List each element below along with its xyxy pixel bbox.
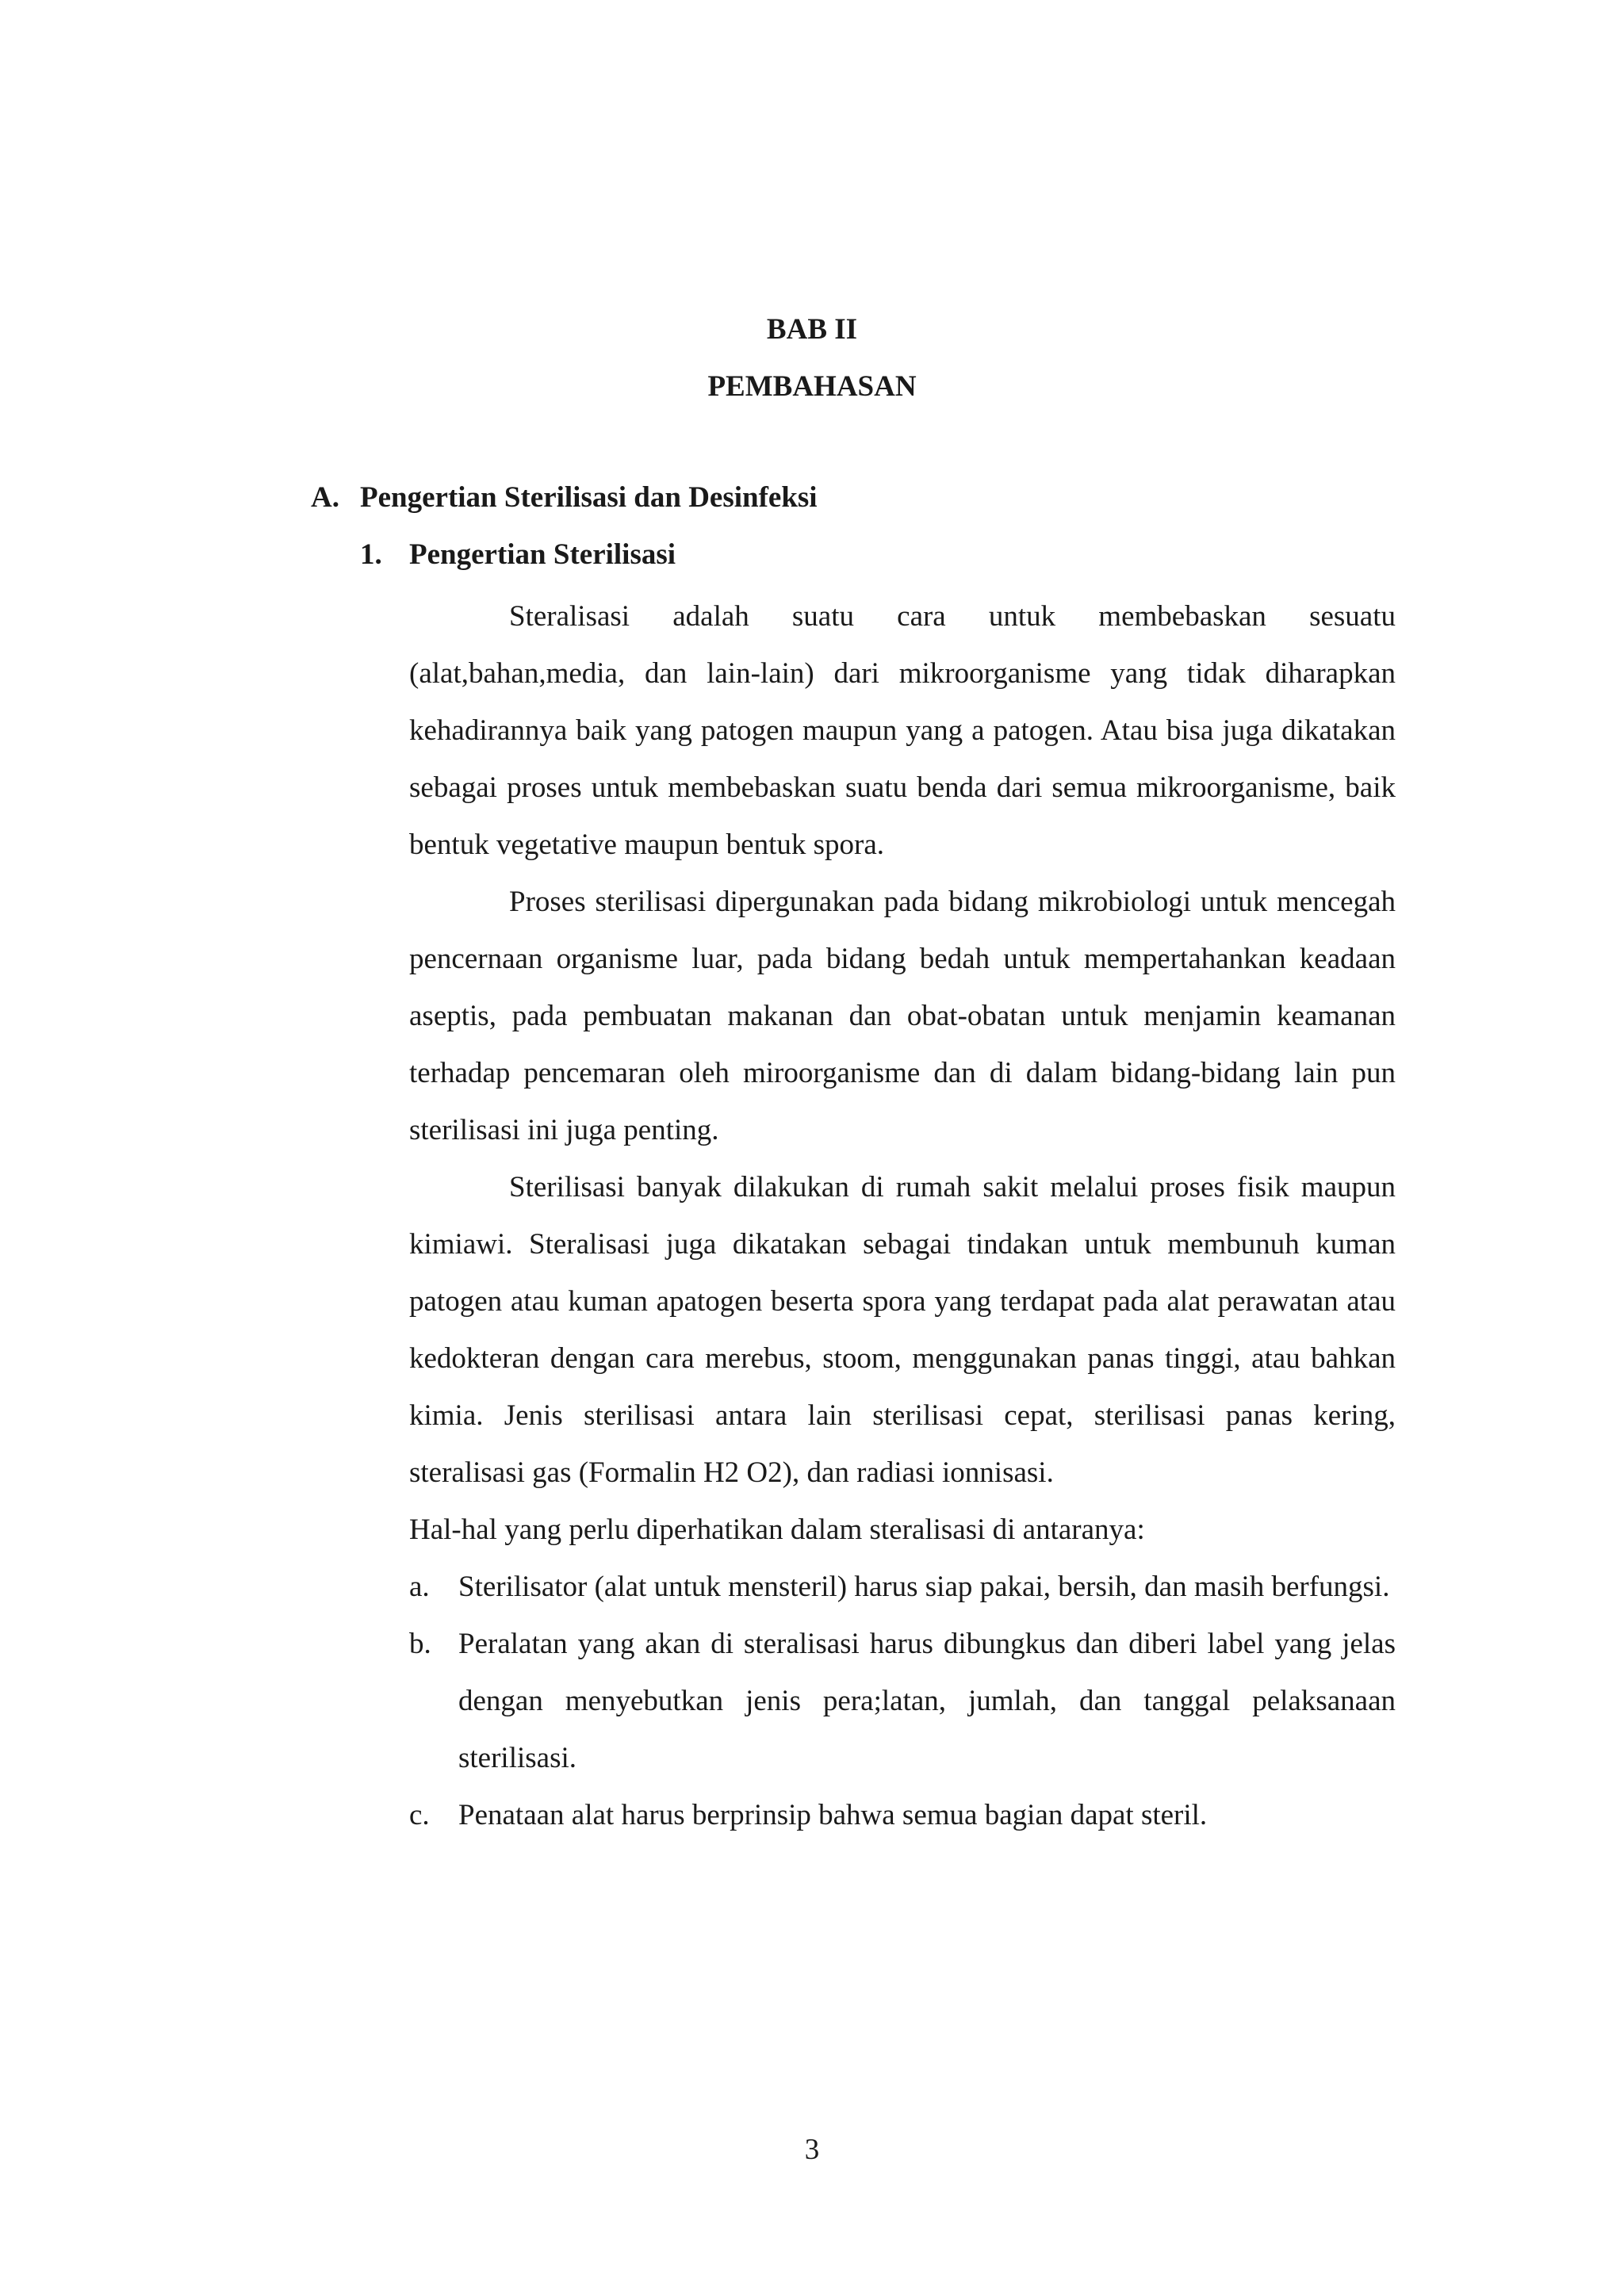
subsection-heading [360, 538, 676, 572]
list-marker: a. [409, 1571, 430, 1603]
list-marker: b. [409, 1628, 431, 1660]
list-item-text: Sterilisator (alat untuk mensteril) harus siap pakai, bersih, dan masih berfungsi. [458, 1571, 1390, 1603]
list-item-text: Peralatan yang akan di steralisasi harus dibungkus dan diberi label yang jelas dengan menyebutkan jenis pera;latan, jumlah, dan tanggal pelaksanaan sterilisasi. [458, 1628, 1396, 1774]
subsection-marker: 1. [360, 538, 382, 571]
list-item [409, 1559, 1396, 1616]
paragraph: Sterilisasi banyak dilakukan di rumah sakit melalui proses fisik maupun kimiawi. Steralisasi juga dikatakan sebagai tindakan untuk membunuh kuman patogen atau kuman apatogen beserta spora yang terdapat pada alat perawatan atau kedokteran dengan cara merebus, stoom, menggunakan panas tinggi, atau bahkan kimia. Jenis sterilisasi antara lain sterilisasi cepat, sterilisasi panas kering, steralisasi gas (Formalin H2 O2), dan radiasi ionnisasi. [409, 1171, 1396, 1489]
chapter-title: PEMBAHASAN [707, 370, 917, 403]
list-marker: c. [409, 1799, 430, 1831]
list-item [409, 1787, 1396, 1844]
page-number: 3 [804, 2133, 820, 2166]
list-intro: Hal-hal yang perlu diperhatikan dalam steralisasi di antaranya: [409, 1513, 1145, 1546]
list-item-text: Penataan alat harus berprinsip bahwa semua bagian dapat steril. [458, 1799, 1208, 1831]
chapter-label: BAB II [766, 313, 858, 346]
section-heading [311, 480, 818, 515]
list-item [409, 1616, 1396, 1787]
requirements-list [409, 1559, 1396, 1844]
section-marker: A. [311, 481, 339, 514]
paragraph: Proses sterilisasi dipergunakan pada bidang mikrobiologi untuk mencegah pencernaan organisme luar, pada bidang bedah untuk mempertahankan keadaan aseptis, pada pembuatan makanan dan obat-obatan untuk menjamin keamanan terhadap pencemaran oleh miroorganisme dan di dalam bidang-bidang lain pun sterilisasi ini juga penting. [409, 886, 1396, 1146]
body-text [409, 588, 1396, 1844]
paragraph: Steralisasi adalah suatu cara untuk membebaskan sesuatu (alat,bahan,media, dan lain-lain) dari mikroorganisme yang tidak diharapkan kehadirannya baik yang patogen maupun yang a patogen. Atau bisa juga dikatakan sebagai proses untuk membebaskan suatu benda dari semua mikroorganisme, baik bentuk vegetative maupun bentuk spora. [409, 600, 1396, 861]
section-title: Pengertian Sterilisasi dan Desinfeksi [360, 481, 818, 514]
subsection-title: Pengertian Sterilisasi [409, 538, 676, 571]
